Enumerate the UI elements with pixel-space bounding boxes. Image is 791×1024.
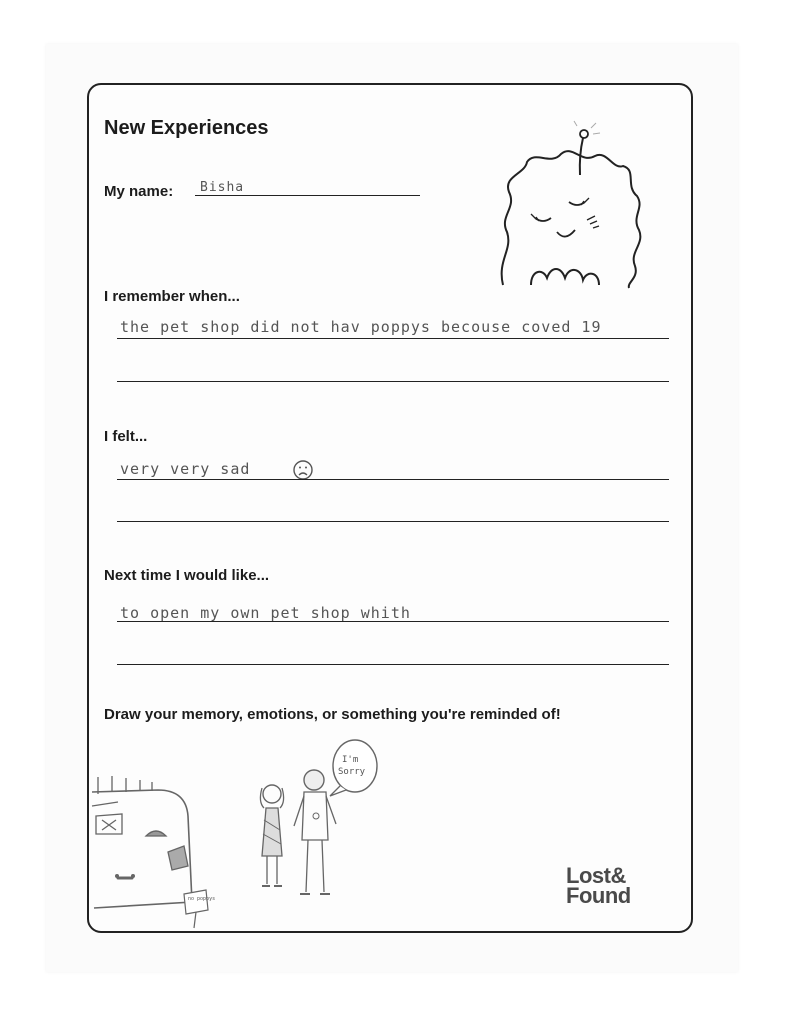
name-handwriting: Bisha [200,180,245,195]
felt-handwriting: very very sad [120,460,251,478]
sign-text: no poppys [188,896,216,902]
logo-line-1: Lost& [566,863,626,888]
pet-shop-drawing [88,772,228,932]
felt-label: I felt... [104,428,148,445]
worksheet-title: New Experiences [104,117,269,139]
fuzzy-monster-doodle [495,120,645,290]
name-label: My name: [104,183,174,200]
people-drawing [250,736,390,906]
next-time-line-1 [117,621,669,622]
next-time-line-2 [117,664,669,665]
remember-line-2 [117,381,669,382]
remember-handwriting: the pet shop did not hav poppys becouse coved 19 [120,318,602,336]
logo-line-2: Found [566,883,631,908]
next-time-label: Next time I would like... [104,567,270,584]
draw-prompt-label: Draw your memory, emotions, or something you're reminded of! [104,706,561,723]
speech-bubble-line-2: Sorry [338,767,366,777]
remember-label: I remember when... [104,288,240,305]
name-line [195,195,420,196]
sad-face-icon [292,459,314,481]
felt-line-2 [117,521,669,522]
next-time-handwriting: to open my own pet shop whith [120,604,411,622]
lost-and-found-logo [566,863,631,908]
remember-line-1 [117,338,669,339]
felt-line-1 [117,479,669,480]
speech-bubble-line-1: I'm [342,755,359,765]
